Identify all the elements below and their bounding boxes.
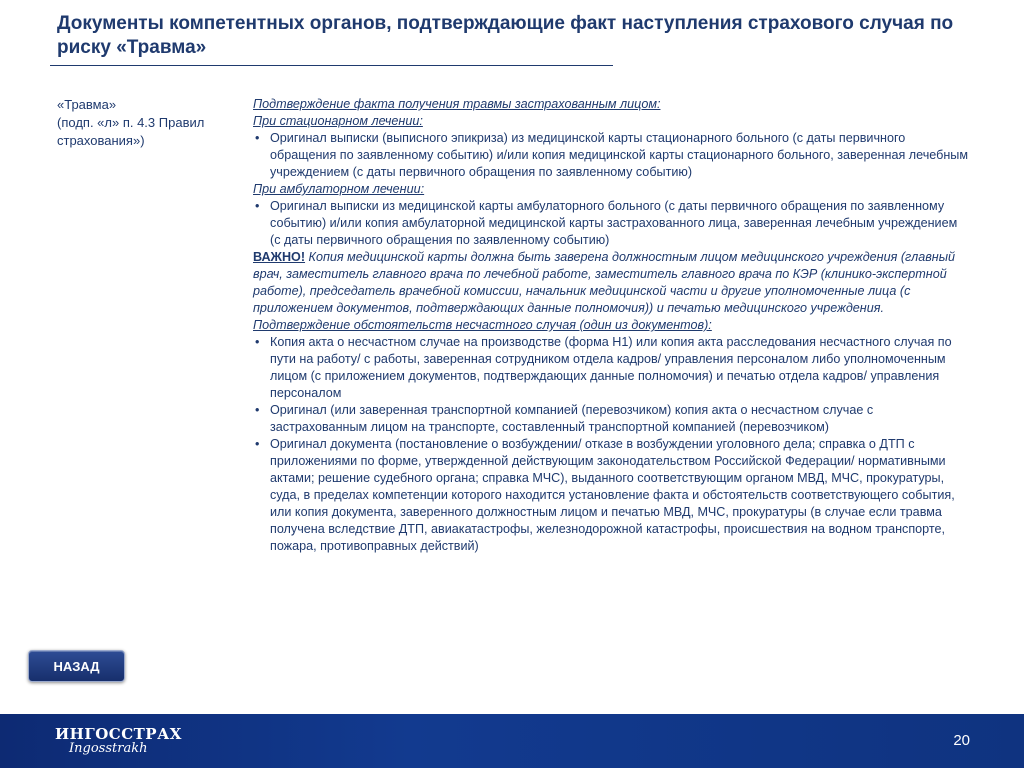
list-item <box>253 198 971 249</box>
list-item-text: Оригинал документа (постановление о возбуждении/ отказе в возбуждении уголовного дела; справка о ДТП с приложениями по форме, утвержденной действующим законодательством Российской Федерации/ нормативными актами; решение судебного органа; справка МЧС), выданного соответствующим органом МВД, МЧС, прокуратуры, суда, в пределах компетенции которого находится установление факта и обстоятельств соответствующего события, или копия документа, заверенного должностным лицом и печатью МВД, МЧС, прокуратуры (в случае если травма получена вследствие ДТП, авиакатастрофы, железнодорожной катастрофы, происшествия на водном транспорте, пожара, противоправных действий) <box>270 437 955 553</box>
list-item-text: Оригинал (или заверенная транспортной компанией (перевозчиком) копия акта о несчастном случае с застрахованным лицом на транспорте, составленный транспортной компанией (перевозчиком) <box>270 403 874 434</box>
ingosstrakh-logo <box>55 726 182 756</box>
risk-label <box>57 96 242 150</box>
important-label: ВАЖНО! <box>253 250 306 264</box>
bullet-icon: • <box>255 403 260 417</box>
list-item <box>253 130 971 181</box>
subheading-outpatient: При амбулаторном лечении: <box>253 182 425 196</box>
section-heading-injury-confirmation: Подтверждение факта получения травмы застрахованным лицом: <box>253 97 661 111</box>
title-underline <box>50 65 613 66</box>
risk-label-line-1: «Травма» <box>57 97 117 112</box>
bullet-icon: • <box>255 199 260 213</box>
slide-title: Документы компетентных органов, подтверждающие факт наступления страхового случая по риску «Травма» <box>57 13 954 58</box>
bullet-icon: • <box>255 335 260 349</box>
list-item-text: Копия акта о несчастном случае на производстве (форма Н1) или копия акта расследования несчастного случая по пути на работу/ с работы, заверенная сотрудником отдела кадров/ управления персоналом либо уполномоченным лицом (с приложением документов, подтверждающих данные полномочия) и печатью отдела кадров/ управления персоналом <box>270 335 952 400</box>
page-number: 20 <box>953 732 970 749</box>
important-note <box>253 249 971 317</box>
logo-script: Ingosstrakh <box>69 741 148 756</box>
documents-list <box>253 96 971 555</box>
risk-label-line-2: (подп. «л» п. 4.3 Правил <box>57 115 205 130</box>
list-item <box>253 436 971 555</box>
logo-wordmark: ИНГОССТРАХ <box>55 725 182 743</box>
list-item <box>253 402 971 436</box>
bullet-icon: • <box>255 131 260 145</box>
footer-bar <box>0 714 1024 768</box>
risk-label-line-3: страхования») <box>57 133 145 148</box>
back-button[interactable]: НАЗАД <box>28 650 125 682</box>
important-text: Копия медицинской карты должна быть заверена должностным лицом медицинского учреждения (главный врач, заместитель главного врача по лечебной работе, заместитель главного врача по КЭР (клинико-экспертной работе), председатель врачебной комиссии, начальник медицинской части и другие уполномоченные лица (с приложением документов, подтверждающих данные полномочия)) и печатью медицинского учреждения. <box>253 250 955 315</box>
list-item-text: Оригинал выписки (выписного эпикриза) из медицинской карты стационарного больного (с даты первичного обращения по заявленному событию) и/или копия медицинской карты стационарного больного, заверенная лечебным учреждением (с даты первичного обращения по заявленному событию) <box>270 131 969 179</box>
bullet-icon: • <box>255 437 260 451</box>
list-item <box>253 334 971 402</box>
list-item-text: Оригинал выписки из медицинской карты амбулаторного больного (с даты первичного обращения по заявленному событию) и/или копия амбулаторной медицинской карты застрахованного лица, заверенная лечебным учреждением (с даты первичного обращения по заявленному событию) <box>270 199 958 247</box>
section-heading-circumstances: Подтверждение обстоятельств несчастного случая (один из документов): <box>253 318 712 332</box>
subheading-inpatient: При стационарном лечении: <box>253 114 423 128</box>
